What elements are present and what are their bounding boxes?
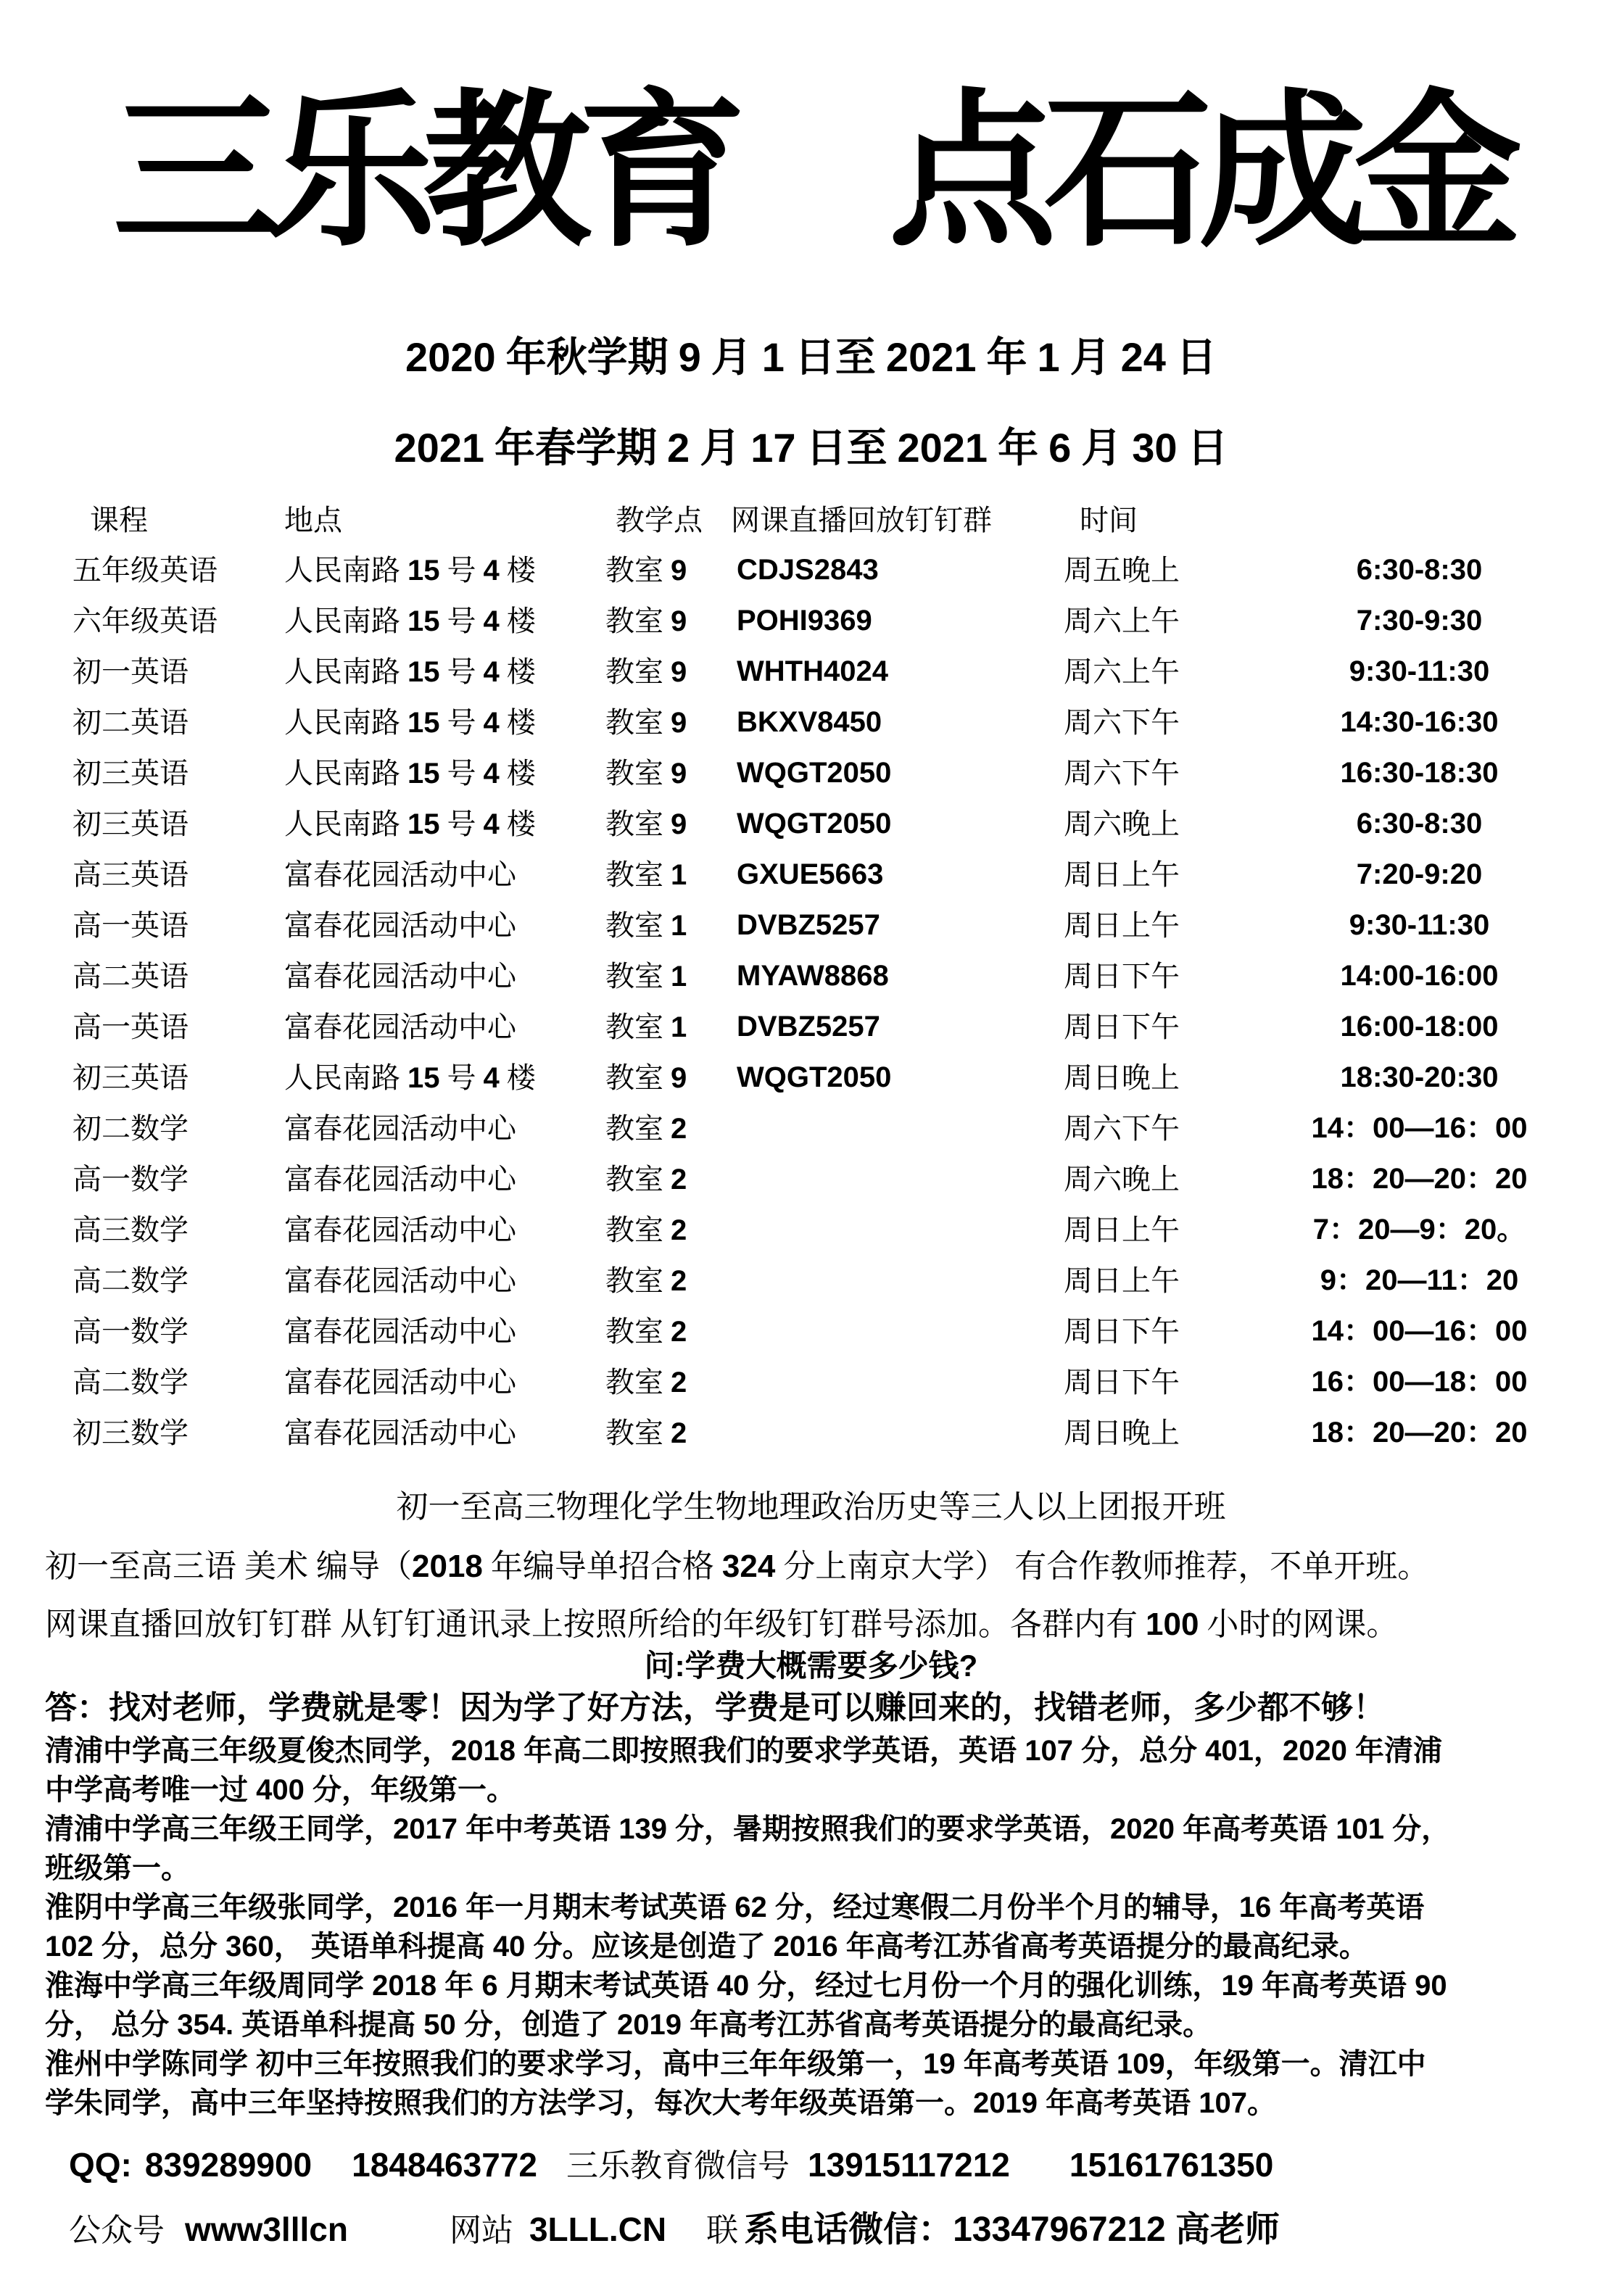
- classroom-cell: 教室 2: [605, 1366, 687, 1398]
- location-cell: 人民南路 15 号 4 楼: [284, 1061, 536, 1094]
- wechat-label: 三乐教育微信号: [566, 2148, 790, 2184]
- qq-number-1: 839289900: [144, 2146, 313, 2184]
- schedule-row: [44, 1357, 1622, 1408]
- contact-phone-wechat: 系电话微信：13347967212 高老师: [744, 2210, 1280, 2249]
- header-time: 时间: [1080, 504, 1138, 536]
- classroom-cell: 教室 1: [605, 960, 687, 992]
- time-cell: 16：00—18：00: [1311, 1366, 1528, 1398]
- classroom-cell: 教室 9: [605, 1061, 687, 1094]
- header-course: 课程: [90, 504, 148, 536]
- time-cell: 9:30-11:30: [1349, 655, 1490, 687]
- schedule-row: [44, 850, 1622, 900]
- day-cell: 周日晚上: [1064, 1417, 1180, 1449]
- schedule-row: [44, 545, 1622, 596]
- course-cell: 初二英语: [73, 706, 189, 739]
- location-cell: 富春花园活动中心: [284, 1214, 516, 1246]
- day-cell: 周五晚上: [1064, 554, 1180, 587]
- classroom-cell: 教室 1: [605, 909, 687, 942]
- classroom-cell: 教室 1: [605, 858, 687, 891]
- testimonial-line: 清浦中学高三年级王同学，2017 年中考英语 139 分，暑期按照我们的要求学英语，2020 年高考英语 101 分，: [45, 1813, 1451, 1845]
- schedule-row: [44, 697, 1622, 748]
- time-cell: 18：20—20：20: [1311, 1163, 1528, 1195]
- day-cell: 周日上午: [1064, 1264, 1180, 1297]
- header-location: 地点: [284, 504, 342, 536]
- day-cell: 周六上午: [1064, 655, 1180, 688]
- location-cell: 富春花园活动中心: [284, 1264, 516, 1297]
- classroom-cell: 教室 9: [605, 808, 687, 840]
- schedule-row: [44, 900, 1622, 951]
- classroom-cell: 教室 9: [605, 554, 687, 587]
- day-cell: 周日下午: [1064, 960, 1180, 992]
- dingtalk-group-cell: WQGT2050: [737, 808, 892, 840]
- location-cell: 人民南路 15 号 4 楼: [284, 554, 536, 587]
- dingtalk-group-cell: [731, 1205, 1061, 1256]
- qa-question: 问:学费大概需要多少钱?: [644, 1649, 978, 1683]
- course-cell: 六年级英语: [73, 605, 218, 637]
- schedule-row: [44, 647, 1622, 697]
- day-cell: 周日下午: [1064, 1011, 1180, 1043]
- course-cell: 初三英语: [73, 757, 189, 789]
- location-cell: 富春花园活动中心: [284, 909, 516, 942]
- course-cell: 初二数学: [73, 1112, 189, 1145]
- course-cell: 高一英语: [73, 909, 189, 942]
- classroom-cell: 教室 2: [605, 1112, 687, 1145]
- course-cell: 高三英语: [73, 858, 189, 891]
- dingtalk-group-cell: WHTH4024: [737, 655, 888, 687]
- location-cell: 富春花园活动中心: [284, 1417, 516, 1449]
- schedule-row: [44, 1205, 1622, 1256]
- dingtalk-group-cell: [731, 1306, 1061, 1357]
- time-cell: 16:00-18:00: [1340, 1011, 1499, 1043]
- classroom-cell: 教室 2: [605, 1417, 687, 1449]
- dingtalk-group-cell: WQGT2050: [737, 1061, 892, 1093]
- classroom-cell: 教室 9: [605, 655, 687, 688]
- dingtalk-group-cell: [731, 1103, 1061, 1154]
- location-cell: 人民南路 15 号 4 楼: [284, 605, 536, 637]
- classroom-cell: 教室 2: [605, 1163, 687, 1195]
- time-cell: 7：20—9：20。: [1312, 1214, 1526, 1246]
- header-classroom: 教学点: [616, 504, 703, 536]
- course-cell: 五年级英语: [73, 554, 218, 587]
- day-cell: 周六晚上: [1064, 808, 1180, 840]
- time-cell: 14:00-16:00: [1340, 960, 1499, 992]
- dingtalk-group-cell: [731, 1357, 1061, 1408]
- schedule-row: [44, 748, 1622, 799]
- location-cell: 富春花园活动中心: [284, 1163, 516, 1195]
- testimonial-line: 学朱同学，高中三年坚持按照我们的方法学习，每次大考年级英语第一。2019 年高考英语 107。: [45, 2087, 1276, 2119]
- dingtalk-group-cell: MYAW8868: [737, 960, 889, 992]
- schedule-row: [44, 1256, 1622, 1306]
- time-cell: 7:30-9:30: [1356, 605, 1483, 637]
- dingtalk-group-cell: [731, 1154, 1061, 1205]
- schedule-row: [44, 1408, 1622, 1459]
- website-url: 3LLL.CN: [529, 2210, 667, 2248]
- art-course-note: 初一至高三语 美术 编导（2018 年编导单招合格 324 分上南京大学） 有合作教师推荐，不单开班。: [45, 1549, 1430, 1584]
- course-cell: 初一英语: [73, 655, 189, 688]
- contact-line-web: [0, 2205, 1622, 2262]
- course-cell: 高三数学: [73, 1214, 189, 1246]
- qq-number-2: 1848463772: [352, 2146, 537, 2184]
- testimonials: [0, 1731, 1622, 2123]
- main-title: 三乐教育 点石成金: [112, 72, 1510, 270]
- semester-line-spring: 2021 年春学期 2 月 17 日至 2021 年 6 月 30 日: [394, 425, 1228, 471]
- time-cell: 14：00—16：00: [1311, 1112, 1528, 1144]
- schedule-row: [44, 1154, 1622, 1205]
- classroom-cell: 教室 2: [605, 1264, 687, 1297]
- wechat-phone-1: 13915117212: [807, 2146, 1010, 2184]
- course-cell: 高二数学: [73, 1366, 189, 1398]
- day-cell: 周六下午: [1064, 706, 1180, 739]
- contact-phone-prefix: 联: [706, 2213, 739, 2248]
- course-cell: 高二数学: [73, 1264, 189, 1297]
- schedule-table: [0, 495, 1622, 1459]
- location-cell: 人民南路 15 号 4 楼: [284, 655, 536, 688]
- contact-line-qq: [0, 2143, 1622, 2195]
- schedule-row: [44, 1053, 1622, 1103]
- time-cell: 18:30-20:30: [1340, 1061, 1499, 1093]
- semester-dates: [0, 331, 1622, 475]
- day-cell: 周六下午: [1064, 757, 1180, 789]
- day-cell: 周六上午: [1064, 605, 1180, 637]
- schedule-row: [44, 1103, 1622, 1154]
- dingtalk-group-cell: DVBZ5257: [737, 909, 880, 941]
- header-dingtalk-group: 网课直播回放钉钉群: [731, 504, 992, 536]
- testimonial-line: 班级第一。: [45, 1852, 190, 1884]
- time-cell: 6:30-8:30: [1356, 808, 1483, 840]
- dingtalk-group-cell: WQGT2050: [737, 757, 892, 789]
- qa-answer: 答：找对老师，学费就是零！因为学了好方法，学费是可以赚回来的，找错老师，多少都不够！: [45, 1690, 1385, 1725]
- time-cell: 6:30-8:30: [1356, 554, 1483, 586]
- day-cell: 周日上午: [1064, 858, 1180, 891]
- course-cell: 初三数学: [73, 1417, 189, 1449]
- day-cell: 周六下午: [1064, 1112, 1180, 1145]
- location-cell: 人民南路 15 号 4 楼: [284, 757, 536, 789]
- time-cell: 14:30-16:30: [1340, 706, 1499, 738]
- classroom-cell: 教室 9: [605, 706, 687, 739]
- location-cell: 富春花园活动中心: [284, 1366, 516, 1398]
- testimonial-line: 淮州中学陈同学 初中三年按照我们的要求学习，高中三年年级第一，19 年高考英语 109，年级第一。清江中: [45, 2048, 1426, 2080]
- day-cell: 周日上午: [1064, 909, 1180, 942]
- location-cell: 富春花园活动中心: [284, 1315, 516, 1348]
- time-cell: 16:30-18:30: [1340, 757, 1499, 789]
- gongzhonghao-id: www3lllcn: [185, 2210, 348, 2248]
- course-cell: 高一数学: [73, 1163, 189, 1195]
- classroom-cell: 教室 9: [605, 757, 687, 789]
- time-cell: 9:30-11:30: [1349, 909, 1490, 941]
- schedule-row: [44, 596, 1622, 647]
- course-cell: 初三英语: [73, 808, 189, 840]
- dingtalk-group-note: 网课直播回放钉钉群 从钉钉通讯录上按照所给的年级钉钉群号添加。各群内有 100 小时的网课。: [45, 1607, 1399, 1642]
- day-cell: 周日下午: [1064, 1366, 1180, 1398]
- gongzhonghao-label: 公众号: [69, 2213, 165, 2248]
- location-cell: 富春花园活动中心: [284, 960, 516, 992]
- dingtalk-group-cell: GXUE5663: [737, 858, 884, 890]
- day-cell: 周日下午: [1064, 1315, 1180, 1348]
- location-cell: 富春花园活动中心: [284, 1112, 516, 1145]
- time-cell: 18：20—20：20: [1311, 1417, 1528, 1449]
- classroom-cell: 教室 1: [605, 1011, 687, 1043]
- wechat-phone-2: 15161761350: [1069, 2146, 1274, 2184]
- course-cell: 高一英语: [73, 1011, 189, 1043]
- testimonial-line: 102 分，总分 360， 英语单科提高 40 分。应该是创造了 2016 年高考江苏省高考英语提分的最高纪录。: [45, 1931, 1368, 1963]
- testimonial-line: 清浦中学高三年级夏俊杰同学，2018 年高二即按照我们的要求学英语，英语 107 分，总分 401，2020 年清浦: [45, 1735, 1443, 1767]
- schedule-row: [44, 799, 1622, 850]
- time-cell: 14：00—16：00: [1311, 1315, 1528, 1347]
- dingtalk-group-cell: DVBZ5257: [737, 1011, 880, 1043]
- schedule-row: [44, 1306, 1622, 1357]
- dingtalk-group-cell: [731, 1256, 1061, 1306]
- website-label: 网站: [449, 2213, 513, 2248]
- classroom-cell: 教室 2: [605, 1315, 687, 1348]
- group-class-note: 初一至高三物理化学生物地理政治历史等三人以上团报开班: [396, 1489, 1226, 1525]
- qq-label: QQ:: [69, 2146, 132, 2184]
- location-cell: 人民南路 15 号 4 楼: [284, 706, 536, 739]
- dingtalk-group-cell: [731, 1408, 1061, 1459]
- semester-line-fall: 2020 年秋学期 9 月 1 日至 2021 年 1 月 24 日: [405, 334, 1217, 381]
- header-spacer: [1280, 495, 1588, 545]
- dingtalk-group-cell: POHI9369: [737, 605, 872, 637]
- course-cell: 初三英语: [73, 1061, 189, 1094]
- testimonial-line: 中学高考唯一过 400 分，年级第一。: [45, 1774, 516, 1806]
- schedule-header-row: [44, 495, 1622, 545]
- course-cell: 高一数学: [73, 1315, 189, 1348]
- time-cell: 9：20—11：20: [1320, 1264, 1519, 1296]
- testimonial-line: 淮阴中学高三年级张同学，2016 年一月期末考试英语 62 分，经过寒假二月份半个月的辅导，16 年高考英语: [45, 1891, 1425, 1923]
- day-cell: 周日上午: [1064, 1214, 1180, 1246]
- day-cell: 周日晚上: [1064, 1061, 1180, 1094]
- schedule-row: [44, 1002, 1622, 1053]
- location-cell: 富春花园活动中心: [284, 858, 516, 891]
- schedule-row: [44, 951, 1622, 1002]
- classroom-cell: 教室 9: [605, 605, 687, 637]
- course-cell: 高二英语: [73, 960, 189, 992]
- testimonial-line: 淮海中学高三年级周同学 2018 年 6 月期末考试英语 40 分，经过七月份一个月的强化训练，19 年高考英语 90: [45, 1970, 1447, 2002]
- schedule-body: [44, 545, 1622, 1459]
- location-cell: 富春花园活动中心: [284, 1011, 516, 1043]
- testimonial-line: 分， 总分 354. 英语单科提高 50 分，创造了 2019 年高考江苏省高考英语提分的最高纪录。: [45, 2009, 1212, 2041]
- classroom-cell: 教室 2: [605, 1214, 687, 1246]
- location-cell: 人民南路 15 号 4 楼: [284, 808, 536, 840]
- time-cell: 7:20-9:20: [1356, 858, 1483, 890]
- day-cell: 周六晚上: [1064, 1163, 1180, 1195]
- dingtalk-group-cell: BKXV8450: [737, 706, 882, 738]
- dingtalk-group-cell: CDJS2843: [737, 554, 879, 586]
